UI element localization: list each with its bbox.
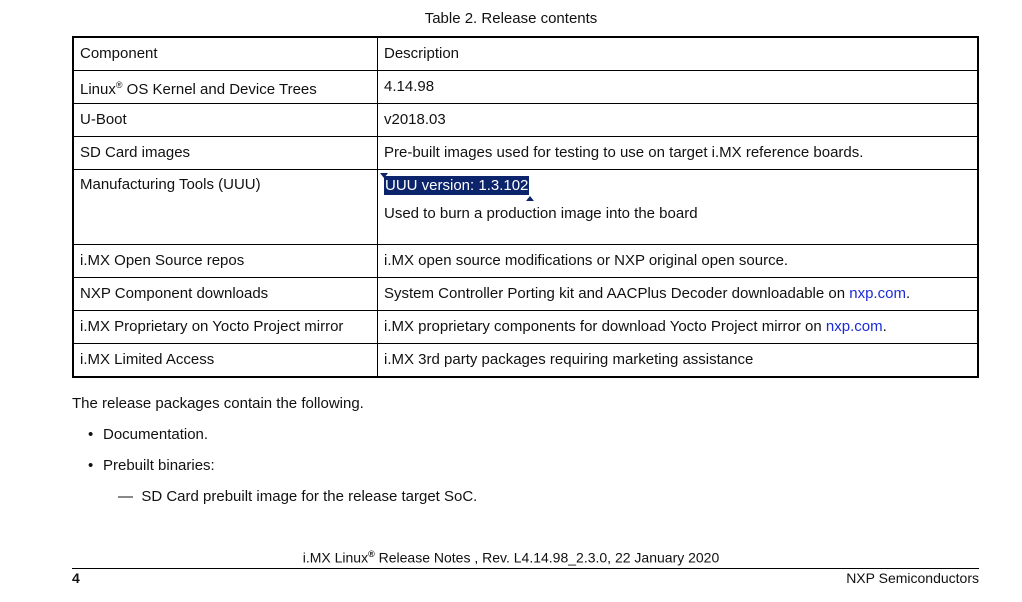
row-component — [73, 71, 378, 104]
header-component: Component — [73, 37, 378, 71]
dash-icon: — — [118, 488, 133, 505]
row-description: i.MX open source modifications or NXP original open source. — [378, 245, 979, 278]
row-component: i.MX Limited Access — [73, 344, 378, 378]
row-description: Pre-built images used for testing to use on target i.MX reference boards. — [378, 137, 979, 170]
row-component: NXP Component downloads — [73, 278, 378, 311]
nxp-link[interactable]: nxp.com — [825, 318, 883, 335]
description-end: . — [905, 285, 911, 302]
selection-start-handle[interactable] — [380, 173, 388, 178]
selected-text-line[interactable] — [384, 177, 529, 195]
selected-text[interactable]: UUU version: 1.3.102 — [385, 177, 529, 194]
header-description: Description — [378, 37, 979, 71]
table-row — [73, 170, 978, 245]
table-row — [73, 104, 978, 137]
bullet-icon: • — [88, 426, 94, 443]
table-row — [73, 137, 978, 170]
row-component: SD Card images — [73, 137, 378, 170]
footer-registered-mark: ® — [368, 549, 375, 559]
row-description: 4.14.98 — [378, 71, 979, 104]
release-contents-table — [72, 36, 979, 378]
row-component: Manufacturing Tools (UUU) — [73, 170, 378, 245]
list-item — [88, 426, 208, 443]
footer-title-a: i.MX Linux — [302, 549, 369, 566]
footer-divider — [72, 568, 979, 569]
description-text: Used to burn a production image into the board — [384, 205, 698, 222]
row-description — [378, 278, 979, 311]
table-row — [73, 311, 978, 344]
description-end: . — [882, 318, 887, 335]
nxp-link[interactable]: nxp.com — [849, 285, 906, 302]
table-row — [73, 278, 978, 311]
row-description: i.MX 3rd party packages requiring marketing assistance — [378, 344, 979, 378]
table-row — [73, 71, 978, 104]
footer-title — [0, 549, 1022, 566]
selection-end-handle[interactable] — [526, 196, 534, 201]
list-item-text: Prebuilt binaries: — [103, 457, 215, 474]
description-text: System Controller Porting kit and AACPlus Decoder downloadable on — [384, 285, 850, 302]
row-description — [378, 170, 979, 245]
registered-mark: ® — [115, 79, 123, 90]
table-row — [73, 245, 978, 278]
row-description — [378, 311, 979, 344]
table-row — [73, 344, 978, 378]
row-component: i.MX Proprietary on Yocto Project mirror — [73, 311, 378, 344]
list-item-text: Documentation. — [103, 426, 209, 443]
intro-paragraph: The release packages contain the following. — [72, 395, 364, 412]
component-text-rest: OS Kernel and Device Trees — [122, 80, 317, 98]
description-text: i.MX proprietary components for download Yocto Project mirror on — [384, 318, 826, 335]
component-text: Linux — [80, 80, 116, 98]
company-name: NXP Semiconductors — [846, 570, 979, 586]
row-component: i.MX Open Source repos — [73, 245, 378, 278]
footer-title-b: Release Notes , Rev. L4.14.98_2.3.0, 22 January 2020 — [374, 549, 720, 566]
table-header-row — [73, 37, 978, 71]
row-description: v2018.03 — [378, 104, 979, 137]
sub-list-item — [118, 488, 477, 505]
row-component: U-Boot — [73, 104, 378, 137]
list-item — [88, 457, 215, 474]
bullet-icon: • — [88, 457, 94, 474]
sub-list-item-text: SD Card prebuilt image for the release target SoC. — [141, 488, 478, 505]
table-caption: Table 2. Release contents — [424, 10, 598, 27]
page-number: 4 — [72, 570, 80, 586]
